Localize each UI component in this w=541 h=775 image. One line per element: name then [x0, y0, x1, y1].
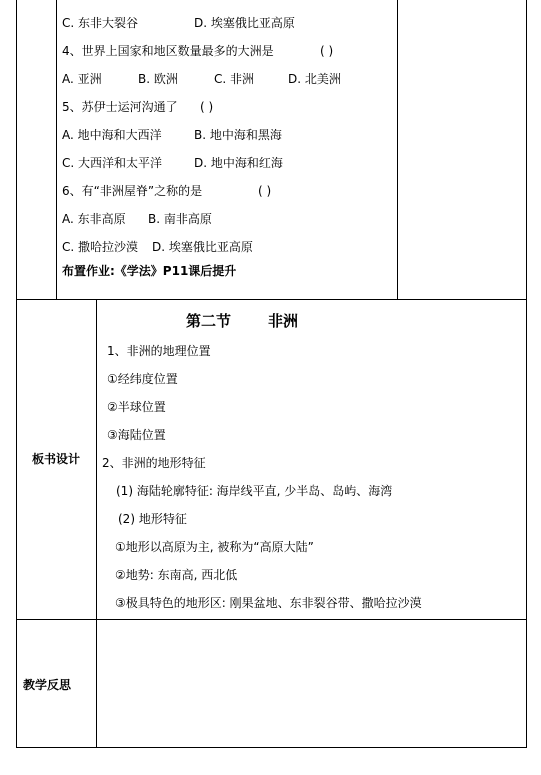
board-line-7: (2) 地形特征: [118, 512, 187, 526]
board-line-10: ③极具特色的地形区: 刚果盆地、东非裂谷带、撒哈拉沙漠: [115, 596, 422, 610]
q4-stem: [62, 44, 334, 58]
q4-options: [62, 72, 341, 86]
board-line-4: ③海陆位置: [107, 428, 166, 442]
q5-stem: [62, 100, 214, 114]
q5-paren: ( ): [200, 100, 214, 114]
table-border-right: [526, 0, 527, 748]
board-line-9: ②地势: 东南高, 西北低: [115, 568, 238, 582]
q5-options-cd: [62, 156, 283, 170]
q4-stem-text: 4、世界上国家和地区数量最多的大洲是: [62, 44, 274, 58]
board-line-3: ②半球位置: [107, 400, 166, 414]
q5-options-ab: [62, 128, 282, 142]
board-design-label: 板书设计: [32, 452, 81, 466]
board-line-2: ①经纬度位置: [107, 372, 178, 386]
q3-option-d: D. 埃塞俄比亚高原: [194, 16, 295, 30]
table-border-bottom: [16, 747, 527, 748]
q6-options-ab: [62, 212, 212, 226]
board-title: [186, 312, 299, 330]
table-border-left: [16, 0, 17, 748]
q5-option-a: A. 地中海和大西洋: [62, 128, 162, 142]
q5-option-b: B. 地中海和黑海: [194, 128, 282, 142]
q6-option-a: A. 东非高原: [62, 212, 126, 226]
q4-option-d: D. 北美洲: [288, 72, 341, 86]
q6-option-c: C. 撒哈拉沙漠: [62, 240, 139, 254]
q4-paren: ( ): [320, 44, 334, 58]
board-line-8: ①地形以高原为主, 被称为“高原大陆”: [115, 540, 314, 554]
quiz-cell-left-border: [56, 0, 57, 299]
quiz-cell-right-border: [397, 0, 398, 299]
q6-stem: [62, 184, 272, 198]
q3-option-c: C. 东非大裂谷: [62, 16, 139, 30]
board-title-topic: 非洲: [268, 312, 299, 330]
q5-stem-text: 5、苏伊士运河沟通了: [62, 100, 178, 114]
q5-option-c: C. 大西洋和太平洋: [62, 156, 163, 170]
q6-option-b: B. 南非高原: [148, 212, 212, 226]
q4-option-b: B. 欧洲: [138, 72, 178, 86]
homework-assignment: 布置作业:《学法》P11课后提升: [62, 264, 237, 278]
row-divider-1: [16, 299, 527, 300]
q4-option-c: C. 非洲: [214, 72, 255, 86]
board-line-6: (1) 海陆轮廓特征: 海岸线平直, 少半岛、岛屿、海湾: [116, 484, 393, 498]
board-title-section: 第二节: [186, 312, 232, 330]
board-line-5: 2、非洲的地形特征: [102, 456, 206, 470]
q3-options-cd: [62, 16, 295, 30]
board-line-1: 1、非洲的地理位置: [107, 344, 211, 358]
teaching-reflection-label: 教学反思: [23, 678, 72, 692]
q6-options-cd: [62, 240, 253, 254]
q4-option-a: A. 亚洲: [62, 72, 102, 86]
q5-option-d: D. 地中海和红海: [194, 156, 283, 170]
q6-stem-text: 6、有“非洲屋脊”之称的是: [62, 184, 203, 198]
q6-paren: ( ): [258, 184, 272, 198]
teaching-reflection-content[interactable]: [97, 620, 526, 747]
q6-option-d: D. 埃塞俄比亚高原: [152, 240, 253, 254]
